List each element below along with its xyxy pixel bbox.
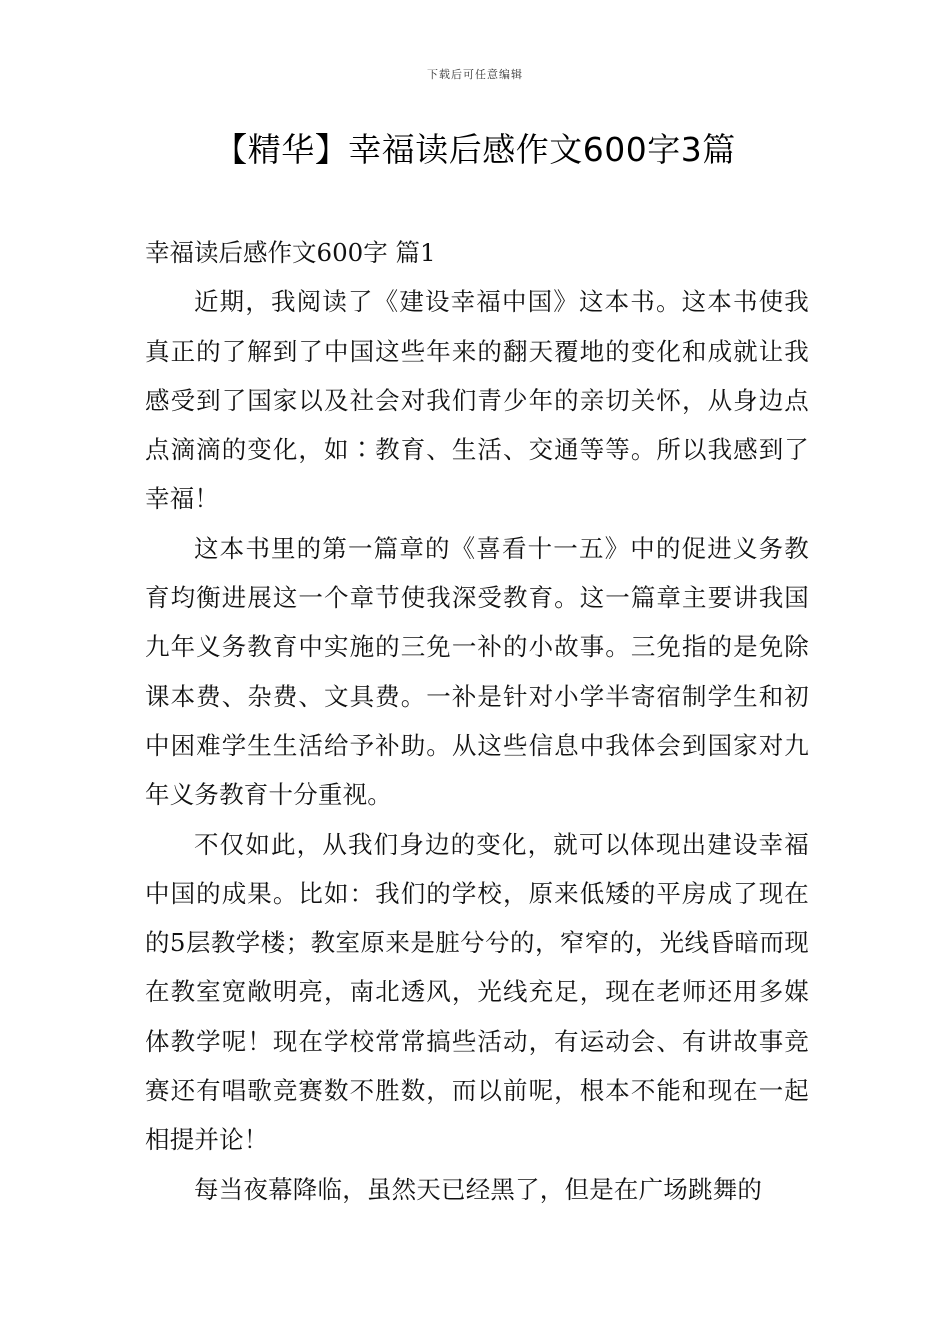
paragraph: 这本书里的第一篇章的《喜看十一五》中的促进义务教育均衡进展这一个章节使我深受教育。这一篇章主要讲我国九年义务教育中实施的三免一补的小故事。三免指的是免除课本费、杂费、文具费。一补是针对小学半寄宿制学生和初中困难学生生活给予补助。从这些信息中我体会到国家对九年义务教育十分重视。 bbox=[145, 533, 809, 810]
paragraph: 不仅如此，从我们身边的变化，就可以体现出建设幸福中国的成果。比如：我们的学校，原来低矮的平房成了现在的5层教学楼；教室原来是脏兮兮的，窄窄的，光线昏暗而现在教室宽敞明亮，南北透风，光线充足，现在老师还用多媒体教学呢！现在学校常常搞些活动，有运动会、有讲故事竞赛还有唱歌竞赛数不胜数，而以前呢，根本不能和现在一起相提并论！ bbox=[145, 829, 809, 1155]
paragraph: 近期，我阅读了《建设幸福中国》这本书。这本书使我真正的了解到了中国这些年来的翻天覆地的变化和成就让我感受到了国家以及社会对我们青少年的亲切关怀，从身边点点滴滴的变化，如∶教育、生活、交通等等。所以我感到了幸福！ bbox=[145, 287, 809, 514]
section-heading: 幸福读后感作文600字 篇1 bbox=[145, 238, 436, 267]
document-body bbox=[145, 228, 809, 1214]
document-title: 【精华】幸福读后感作文600字3篇 bbox=[214, 130, 736, 169]
header-note: 下载后可任意编辑 bbox=[427, 68, 523, 81]
paragraph: 每当夜幕降临，虽然天已经黑了，但是在广场跳舞的 bbox=[194, 1174, 763, 1204]
